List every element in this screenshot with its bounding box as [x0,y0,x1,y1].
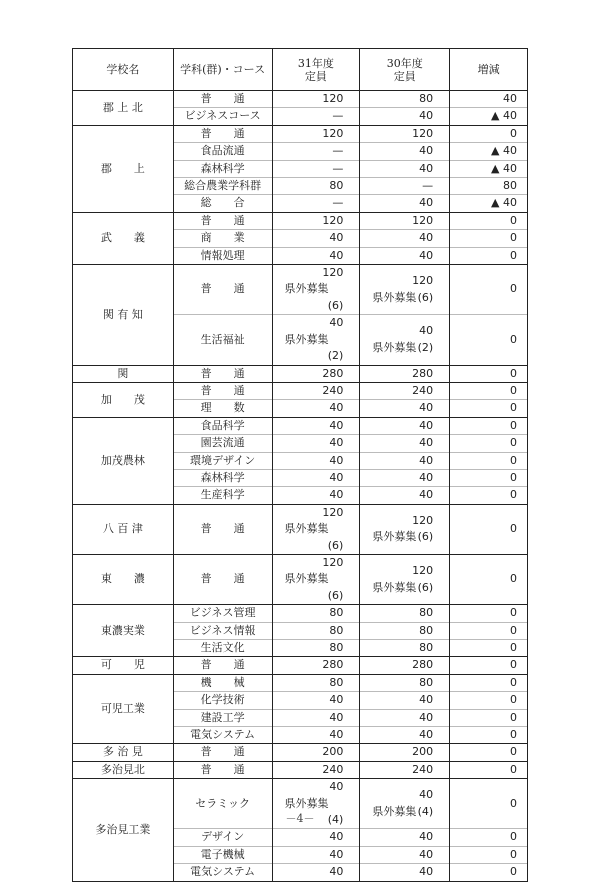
capacity-change: 0 [450,622,528,639]
capacity-y31 [272,504,360,554]
school-name: 郡 上 北 [73,91,174,126]
school-name: 加 茂 [73,382,174,417]
capacity-y30: 40 [360,864,450,881]
out-of-pref-count: (4) [327,813,344,827]
header-y30 [360,49,450,91]
capacity-change: 0 [450,779,528,829]
table-row [73,212,528,229]
capacity-change: 0 [450,417,528,434]
course-name: 電気システム [173,727,272,744]
capacity-value: 40 [419,788,434,802]
course-name: 生活文化 [173,640,272,657]
capacity-y30: 40 [360,846,450,863]
out-of-pref-note [360,290,433,306]
capacity-change: 0 [450,709,528,726]
capacity-y31: 40 [272,692,360,709]
course-name: 環境デザイン [173,452,272,469]
school-name: 可児工業 [73,674,174,744]
capacity-y31: 120 [272,91,360,108]
capacity-y30: 40 [360,829,450,846]
course-name: 森林科学 [173,469,272,486]
capacity-y30: 80 [360,605,450,622]
table-row [73,365,528,382]
out-of-pref-note [273,571,344,602]
school-name: 東濃実業 [73,605,174,657]
capacity-y31: — [272,160,360,177]
capacity-y31: 80 [272,605,360,622]
out-of-pref-label: 県外募集 [372,804,417,818]
capacity-change: ▲ 40 [450,160,528,177]
capacity-y31: 280 [272,365,360,382]
capacity-y30: 40 [360,435,450,452]
out-of-pref-label: 県外募集 [284,796,329,810]
out-of-pref-count: (6) [327,588,344,602]
course-name: 普 通 [173,212,272,229]
capacity-y30: 80 [360,674,450,691]
capacity-y30 [360,265,450,315]
capacity-y30: 120 [360,212,450,229]
capacity-change: 0 [450,605,528,622]
course-name: ビジネス管理 [173,605,272,622]
table-row [73,125,528,142]
out-of-pref-note [273,281,344,312]
capacity-y31: 40 [272,487,360,504]
capacity-y30: 40 [360,709,450,726]
capacity-y31: 40 [272,846,360,863]
capacity-change: 0 [450,435,528,452]
capacity-change: 0 [450,744,528,761]
course-name: ビジネス情報 [173,622,272,639]
header-y31-year: 31年度 [297,56,334,70]
capacity-change: 0 [450,125,528,142]
capacity-y30: 200 [360,744,450,761]
out-of-pref-label: 県外募集 [284,522,329,536]
capacity-y30 [360,315,450,365]
capacity-y31: 240 [272,382,360,399]
course-name: 園芸流通 [173,435,272,452]
school-name: 加茂農林 [73,417,174,504]
capacity-change: ▲ 40 [450,195,528,212]
capacity-y30: 80 [360,622,450,639]
capacity-change: 0 [450,692,528,709]
course-name: セラミック [173,779,272,829]
page-number: －4－ [285,812,315,825]
capacity-change: 0 [450,727,528,744]
out-of-pref-count: (4) [417,804,434,818]
capacity-value: 40 [329,316,344,330]
capacity-y31: 40 [272,435,360,452]
table-row [73,417,528,434]
capacity-y30 [360,504,450,554]
capacity-y31: 120 [272,212,360,229]
capacity-change: 0 [450,864,528,881]
capacity-change: ▲ 40 [450,108,528,125]
capacity-y31: 80 [272,178,360,195]
course-name: 普 通 [173,125,272,142]
out-of-pref-note [360,529,433,545]
course-name: 普 通 [173,382,272,399]
header-school: 学校名 [73,49,174,91]
capacity-y31: 240 [272,761,360,778]
capacity-change: 0 [450,265,528,315]
school-name: 八 百 津 [73,504,174,554]
capacity-value: 120 [322,555,344,569]
capacity-y31: 280 [272,657,360,674]
course-name: 普 通 [173,744,272,761]
capacity-change: 0 [450,487,528,504]
capacity-value: 40 [419,324,434,338]
course-name: 普 通 [173,91,272,108]
capacity-y30: 40 [360,247,450,264]
capacity-y30: 40 [360,195,450,212]
out-of-pref-note [273,332,344,363]
capacity-y30: 240 [360,382,450,399]
header-course: 学科(群)・コース [173,49,272,91]
course-name: 総合農業学科群 [173,178,272,195]
table-row [73,382,528,399]
table-body [73,91,528,882]
capacity-y30: 40 [360,692,450,709]
school-name: 多治見工業 [73,779,174,881]
capacity-change: 0 [450,554,528,604]
course-name: 普 通 [173,265,272,315]
capacity-value: 120 [322,505,344,519]
capacity-change: 0 [450,846,528,863]
out-of-pref-label: 県外募集 [372,580,417,594]
school-name: 関 有 知 [73,265,174,365]
table-row [73,761,528,778]
capacity-value: 120 [412,564,434,578]
out-of-pref-label: 県外募集 [284,332,329,346]
school-name: 武 義 [73,212,174,264]
school-name: 東 濃 [73,554,174,604]
header-y31 [272,49,360,91]
course-name: デザイン [173,829,272,846]
course-name: 商 業 [173,230,272,247]
table-header-row [73,49,528,91]
capacity-change: ▲ 40 [450,143,528,160]
school-name: 可 児 [73,657,174,674]
course-name: 普 通 [173,504,272,554]
course-name: 普 通 [173,365,272,382]
capacity-y30: 280 [360,657,450,674]
course-name: 普 通 [173,657,272,674]
capacity-y30: 240 [360,761,450,778]
capacity-y31: 40 [272,829,360,846]
capacity-change: 0 [450,382,528,399]
capacity-change: 0 [450,230,528,247]
capacity-y30: 40 [360,143,450,160]
course-name: 食品流通 [173,143,272,160]
capacity-y31: 40 [272,417,360,434]
capacity-y31: 40 [272,469,360,486]
school-name: 関 [73,365,174,382]
capacity-change: 0 [450,452,528,469]
course-name: 電子機械 [173,846,272,863]
course-name: 生活福祉 [173,315,272,365]
capacity-change: 0 [450,212,528,229]
capacity-y31 [272,554,360,604]
capacity-y30: 280 [360,365,450,382]
out-of-pref-count: (2) [327,349,344,363]
capacity-y31: 40 [272,400,360,417]
capacity-change: 0 [450,247,528,264]
capacity-y31: 40 [272,452,360,469]
capacity-y31: 40 [272,709,360,726]
course-name: 総 合 [173,195,272,212]
out-of-pref-count: (6) [327,538,344,552]
course-name: 森林科学 [173,160,272,177]
out-of-pref-count: (6) [417,580,434,594]
capacity-change: 0 [450,315,528,365]
course-name: 電気システム [173,864,272,881]
capacity-y31: 80 [272,622,360,639]
out-of-pref-count: (2) [417,340,434,354]
capacity-y31: 80 [272,640,360,657]
header-diff: 増減 [450,49,528,91]
out-of-pref-note [360,580,433,596]
capacity-change: 0 [450,400,528,417]
school-name: 郡 上 [73,125,174,212]
capacity-change: 0 [450,657,528,674]
capacity-value: 120 [322,266,344,280]
capacity-change: 40 [450,91,528,108]
course-name: 食品科学 [173,417,272,434]
capacity-y31: 40 [272,247,360,264]
capacity-y31: 80 [272,674,360,691]
course-name: 建設工学 [173,709,272,726]
capacity-y30: 40 [360,400,450,417]
capacity-change: 0 [450,504,528,554]
capacity-y30: 40 [360,230,450,247]
out-of-pref-note [273,521,344,552]
out-of-pref-label: 県外募集 [372,290,417,304]
course-name: 機 械 [173,674,272,691]
capacity-change: 0 [450,674,528,691]
table-row [73,657,528,674]
table-row [73,674,528,691]
capacity-y31: 40 [272,727,360,744]
school-name: 多 治 見 [73,744,174,761]
course-name: 生産科学 [173,487,272,504]
capacity-y30: 40 [360,487,450,504]
capacity-y30: 40 [360,417,450,434]
course-name: 普 通 [173,554,272,604]
table-row [73,744,528,761]
capacity-y30: — [360,178,450,195]
capacity-change: 0 [450,640,528,657]
out-of-pref-label: 県外募集 [284,282,329,296]
header-y30-capacity: 定員 [393,69,416,83]
capacity-change: 0 [450,469,528,486]
capacity-value: 120 [412,274,434,288]
capacity-y31: — [272,195,360,212]
capacity-y30 [360,554,450,604]
capacity-value: 120 [412,513,434,527]
capacity-y30: 120 [360,125,450,142]
enrollment-capacity-table [72,48,528,882]
table-row [73,91,528,108]
capacity-y31: 120 [272,125,360,142]
capacity-value: 40 [329,780,344,794]
out-of-pref-note [360,340,433,356]
capacity-change: 0 [450,829,528,846]
out-of-pref-label: 県外募集 [284,572,329,586]
out-of-pref-count: (6) [327,298,344,312]
capacity-change: 80 [450,178,528,195]
out-of-pref-label: 県外募集 [372,340,417,354]
capacity-y31: 200 [272,744,360,761]
capacity-y30: 40 [360,452,450,469]
capacity-y31: — [272,143,360,160]
header-y31-capacity: 定員 [304,69,327,83]
course-name: 理 数 [173,400,272,417]
header-y30-year: 30年度 [386,56,423,70]
course-name: 化学技術 [173,692,272,709]
capacity-y31: 40 [272,230,360,247]
course-name: ビジネスコース [173,108,272,125]
table-row [73,605,528,622]
capacity-y31 [272,265,360,315]
out-of-pref-count: (6) [417,530,434,544]
school-name: 多治見北 [73,761,174,778]
capacity-y30: 40 [360,108,450,125]
course-name: 情報処理 [173,247,272,264]
capacity-y31: — [272,108,360,125]
capacity-y30: 40 [360,160,450,177]
capacity-y30: 40 [360,469,450,486]
course-name: 普 通 [173,761,272,778]
capacity-y30: 80 [360,91,450,108]
out-of-pref-label: 県外募集 [372,530,417,544]
capacity-y31: 40 [272,864,360,881]
capacity-change: 0 [450,761,528,778]
capacity-y30: 40 [360,727,450,744]
capacity-change: 0 [450,365,528,382]
capacity-y30: 80 [360,640,450,657]
out-of-pref-count: (6) [417,290,434,304]
capacity-y31 [272,315,360,365]
